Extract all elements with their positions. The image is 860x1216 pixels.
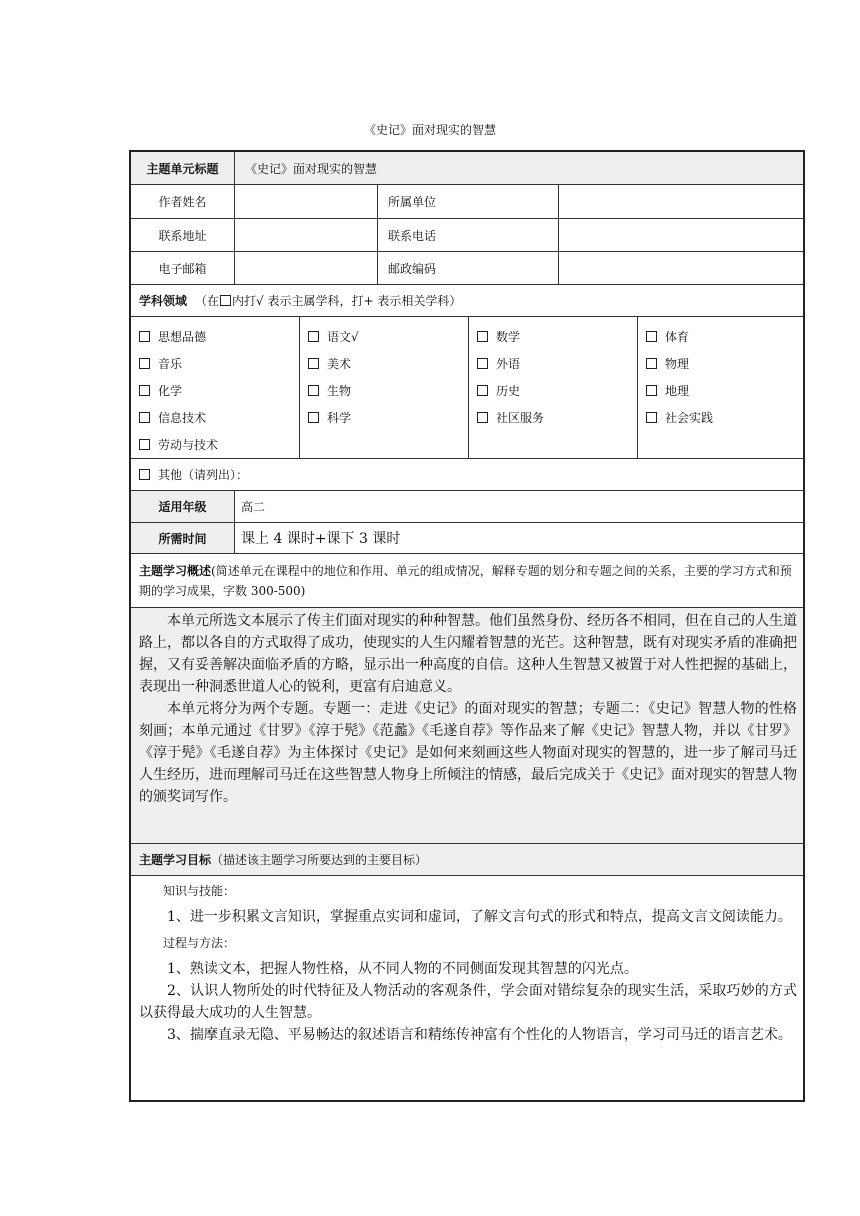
email-field[interactable]: [235, 252, 378, 284]
document-title: 《史记》面对现实的智慧: [363, 123, 496, 137]
subject-checkbox[interactable]: [477, 404, 637, 431]
subject-checkbox[interactable]: [308, 377, 468, 404]
author-name-label: 作者姓名: [131, 185, 235, 218]
overview-label: 主题学习概述: [139, 563, 212, 578]
subject-label-text: 思想品德: [158, 330, 207, 344]
checkbox-icon: [139, 331, 150, 342]
subject-checkbox[interactable]: [646, 404, 803, 431]
checkbox-icon: [308, 331, 319, 342]
checkbox-icon: [139, 412, 150, 423]
checkbox-icon: [139, 358, 150, 369]
subject-label-text: 化学: [158, 384, 183, 398]
subject-checkbox[interactable]: [139, 377, 299, 404]
subject-checkbox[interactable]: [139, 404, 299, 431]
subject-label-text: 地理: [665, 384, 690, 398]
author-row: [131, 185, 803, 219]
unit-title-label: 主题单元标题: [131, 152, 235, 184]
subject-checkbox[interactable]: [477, 377, 637, 404]
address-row: [131, 219, 803, 252]
subject-column-3: [469, 317, 638, 458]
grade-row: [131, 491, 803, 523]
subject-label: 学科领域: [139, 294, 188, 308]
subject-column-2: [300, 317, 469, 458]
subject-label-text: 物理: [665, 357, 690, 371]
overview-body: [131, 608, 803, 844]
checkbox-icon: [646, 331, 657, 342]
goals-hint: （描述该主题学习所要达到的主要目标）: [211, 853, 428, 867]
grade-value: 高二: [241, 500, 266, 514]
overview-hint: (简述单元在课程中的地位和作用、单元的组成情况，解释专题的划分和专题之间的关系，主要的学习方式和预期的学习成果，字数 300-500): [139, 563, 792, 598]
unit-title-value: 《史记》面对现实的智慧: [245, 161, 378, 176]
email-row: [131, 252, 803, 285]
postcode-label: 邮政编码: [378, 252, 559, 284]
email-label: 电子邮箱: [131, 252, 235, 284]
subject-label-text: 社区服务: [496, 411, 545, 425]
subject-label-text: 音乐: [158, 357, 183, 371]
checkbox-icon: [308, 385, 319, 396]
address-label: 联系地址: [131, 219, 235, 251]
postcode-field[interactable]: [559, 252, 803, 284]
subject-hint-a: （在: [195, 294, 220, 308]
subject-label-text: 信息技术: [158, 411, 207, 425]
phone-label: 联系电话: [378, 219, 559, 251]
subject-checkbox[interactable]: [139, 431, 299, 458]
checkbox-icon: [139, 439, 150, 450]
subject-label-text: 外语: [496, 357, 521, 371]
subject-checkbox[interactable]: [308, 323, 468, 350]
overview-header-row: [131, 554, 803, 608]
process-heading: 过程与方法：: [163, 936, 236, 950]
author-name-field[interactable]: [235, 185, 378, 218]
checkbox-sample-icon: [220, 295, 231, 306]
subject-checkbox[interactable]: [646, 350, 803, 377]
subject-label-text: 科学: [327, 411, 352, 425]
subject-checkbox[interactable]: [139, 323, 299, 350]
subject-column-4: [638, 317, 803, 458]
checkbox-icon: [646, 358, 657, 369]
phone-field[interactable]: [559, 219, 803, 251]
checkbox-icon: [139, 469, 150, 480]
subject-checkbox[interactable]: [308, 350, 468, 377]
checkbox-icon: [477, 331, 488, 342]
process-item: 2、认识人物所处的时代特征及人物活动的客观条件，学会面对错综复杂的现实生活，采取巧妙的方式以获得最大成功的人生智慧。: [139, 983, 797, 1021]
subject-label-text: 生物: [327, 384, 352, 398]
organization-field[interactable]: [559, 185, 803, 218]
subject-checkbox[interactable]: [646, 323, 803, 350]
subject-label-text: 美术: [327, 357, 352, 371]
unit-title-row: [131, 152, 803, 185]
checkbox-icon: [477, 358, 488, 369]
subject-checkbox[interactable]: [308, 404, 468, 431]
time-row: [131, 523, 803, 554]
goals-label: 主题学习目标: [139, 853, 212, 867]
checkbox-icon: [477, 385, 488, 396]
subject-checkbox[interactable]: [646, 377, 803, 404]
checkbox-icon: [308, 358, 319, 369]
checkbox-icon: [477, 412, 488, 423]
subject-label-text: 社会实践: [665, 411, 714, 425]
process-item: 3、揣摩直录无隐、平易畅达的叙述语言和精练传神富有个性化的人物语言，学习司马迁的语言艺术。: [167, 1027, 792, 1043]
goals-header-row: [131, 844, 803, 876]
goals-body: [131, 876, 803, 1100]
knowledge-heading: 知识与技能：: [163, 884, 236, 898]
checkbox-icon: [646, 385, 657, 396]
address-field[interactable]: [235, 219, 378, 251]
time-value: 课上 4 课时+课下 3 课时: [241, 531, 401, 547]
checkbox-icon: [646, 412, 657, 423]
subject-label-text: 历史: [496, 384, 521, 398]
organization-label: 所属单位: [378, 185, 559, 218]
subject-label-text: 语文√: [327, 330, 359, 344]
time-label: 所需时间: [131, 523, 235, 553]
checkbox-icon: [308, 412, 319, 423]
subject-header-row: [131, 285, 803, 317]
knowledge-item: 1、进一步积累文言知识，掌握重点实词和虚词，了解文言句式的形式和特点，提高文言文阅读能力。: [167, 909, 792, 925]
subject-hint-b: 内打√ 表示主属学科，打+ 表示相关学科）: [232, 294, 462, 308]
unit-design-table: [129, 150, 805, 1102]
subject-checkbox[interactable]: [477, 350, 637, 377]
subject-label-text: 劳动与技术: [158, 438, 219, 452]
grade-label: 适用年级: [131, 491, 235, 522]
overview-paragraph: 本单元所选文本展示了传主们面对现实的种种智慧。他们虽然身份、经历各不相同，但在自己的人生道路上，都以各自的方式取得了成功，使现实的人生闪耀着智慧的光芒。这种智慧，既有对现实矛盾的准确把握，又有妥善解决面临矛盾的方略，显示出一种高度的自信。这种人生智慧又被置于对人性把握的基础上，表现出一种洞悉世道人心的锐利，更富有启迪意义。: [139, 613, 797, 695]
other-subject-checkbox[interactable]: [131, 459, 803, 490]
subject-checkbox[interactable]: [139, 350, 299, 377]
other-subject-label: 其他（请列出）：: [158, 468, 249, 482]
subject-grid: [131, 317, 803, 459]
subject-column-1: [131, 317, 300, 458]
subject-checkbox[interactable]: [477, 323, 637, 350]
checkbox-icon: [139, 385, 150, 396]
subject-label-text: 体育: [665, 330, 690, 344]
process-item: 1、熟读文本，把握人物性格，从不同人物的不同侧面发现其智慧的闪光点。: [167, 961, 638, 977]
overview-paragraph: 本单元将分为两个专题。专题一：走进《史记》的面对现实的智慧；专题二：《史记》智慧人物的性格刻画；本单元通过《甘罗》《淳于髡》《范蠡》《毛遂自荐》等作品来了解《史记》智慧人物，并以《甘罗》《淳于髡》《毛遂自荐》为主体探讨《史记》是如何来刻画这些人物面对现实的智慧的，进一步了解司马迁人生经历，进而理解司马迁在这些智慧人物身上所倾注的情感，最后完成关于《史记》面对现实的智慧人物的颁奖词写作。: [139, 701, 797, 805]
other-subject-row: [131, 459, 803, 491]
subject-label-text: 数学: [496, 330, 521, 344]
